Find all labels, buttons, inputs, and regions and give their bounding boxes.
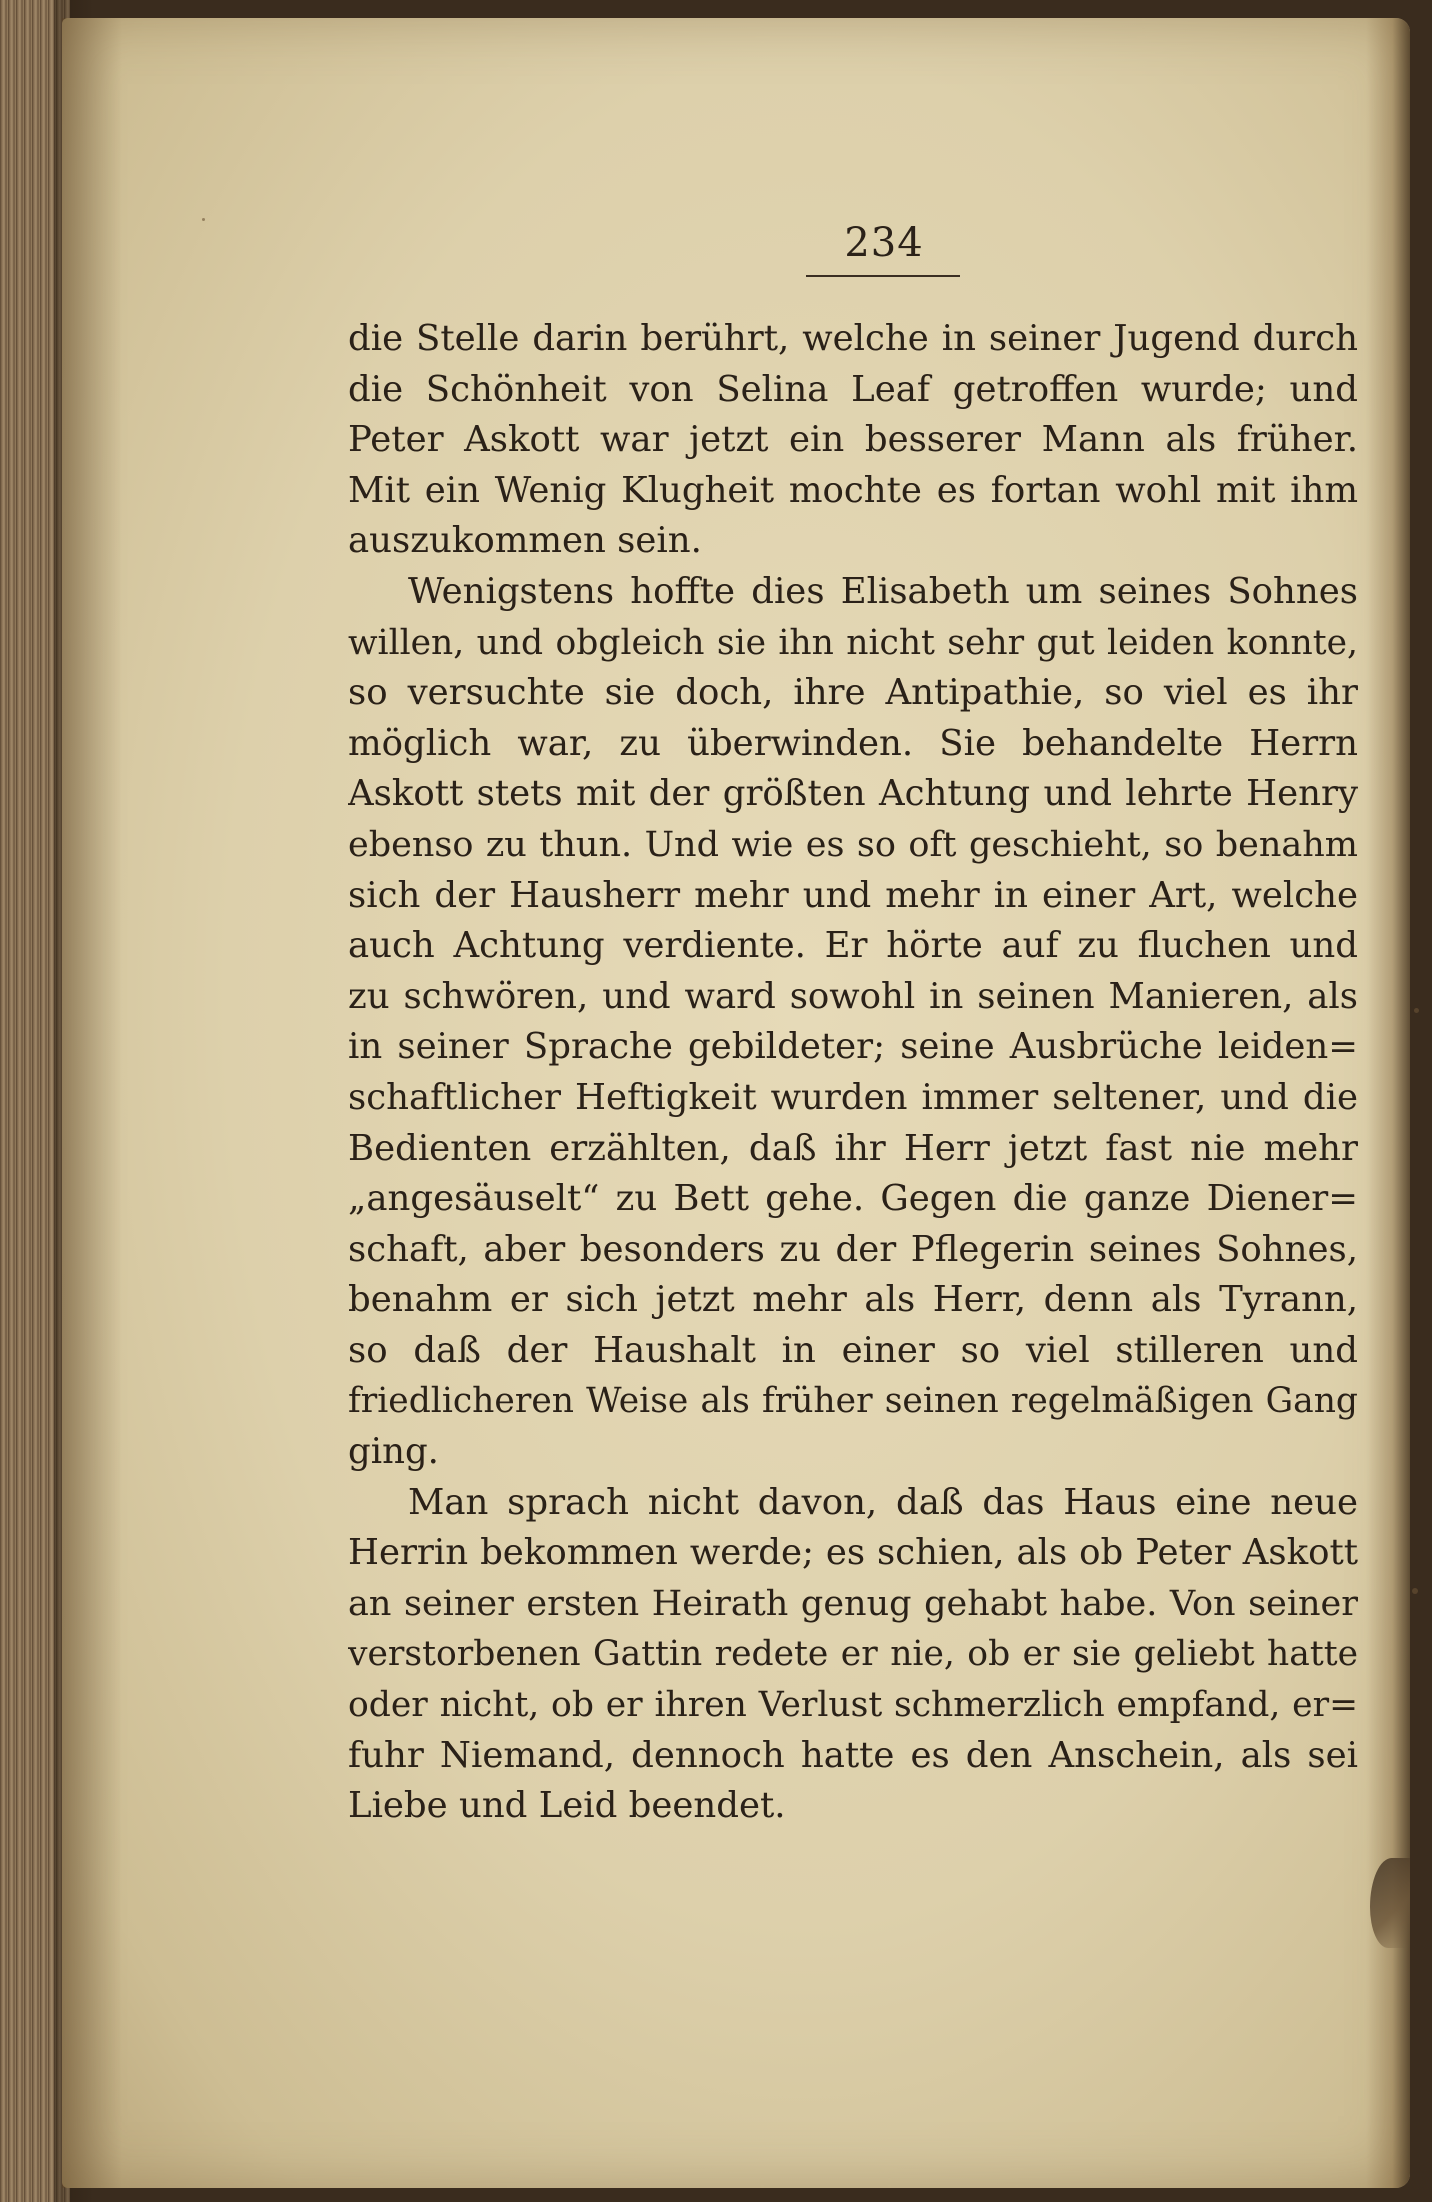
paper-speck [1414,1008,1419,1013]
text-line: friedlicheren Weise als früher seinen regelmäßigen Gang [348,1381,1358,1422]
page-tear [1370,1858,1410,1948]
text-line: fuhr Niemand, dennoch hatte es den Anschein, als sei [348,1734,1358,1776]
text-line: Bedienten erzählten, daß ihr Herr jetzt fast nie mehr [348,1127,1358,1169]
text-line: auszukommen sein. [348,520,702,562]
text-line: Man sprach nicht davon, daß das Haus eine neue [408,1481,1358,1523]
text-line: Herrin bekommen werde; es schien, als ob Peter Askott [348,1532,1358,1574]
text-line: Peter Askott war jetzt ein besserer Mann als früher. [348,419,1358,461]
book-page [62,18,1410,2188]
text-line: benahm er sich jetzt mehr als Herr, denn als Tyrann, [348,1279,1358,1321]
text-line: schaft, aber besonders zu der Pflegerin seines Sohnes, [348,1228,1358,1270]
text-line: möglich war, zu überwinden. Sie behandelte Herrn [348,722,1358,764]
text-line: so versuchte sie doch, ihre Antipathie, so viel es ihr [348,672,1358,714]
text-line: willen, und obgleich sie ihn nicht sehr gut leiden konnte, [348,622,1358,663]
page-number-rule [806,275,960,277]
text-line: Wenigstens hoffte dies Elisabeth um seines Sohnes [408,570,1358,612]
text-line: die Schönheit von Selina Leaf getroffen wurde; und [348,368,1358,410]
page-number: 234 [844,220,924,266]
text-line: die Stelle darin berührt, welche in seiner Jugend durch [348,318,1358,359]
paper-speck [1412,1588,1418,1594]
text-line: an seiner ersten Heirath genug gehabt habe. Von seiner [348,1583,1358,1624]
text-line: so daß der Haushalt in einer so viel stilleren und [348,1329,1358,1371]
text-line: sich der Hausherr mehr und mehr in einer Art, welche [348,874,1358,916]
text-line: ebenso zu thun. Und wie es so oft geschieht, so benahm [348,824,1358,865]
text-line: verstorbenen Gattin redete er nie, ob er sie geliebt hatte [348,1634,1358,1675]
text-line: ging. [348,1431,439,1473]
text-line: Askott stets mit der größten Achtung und lehrte Henry [348,773,1358,815]
text-line: schaftlicher Heftigkeit wurden immer seltener, und die [348,1076,1358,1118]
text-line: „angesäuselt“ zu Bett gehe. Gegen die ganze Diener= [348,1178,1358,1220]
text-line: oder nicht, ob er ihren Verlust schmerzlich empfand, er= [348,1685,1358,1726]
text-line: auch Achtung verdiente. Er hörte auf zu fluchen und [348,925,1358,967]
text-line: Liebe und Leid beendet. [348,1785,786,1827]
paper-speck [202,218,205,221]
text-line: zu schwören, und ward sowohl in seinen Manieren, als [348,975,1358,1017]
body-text [348,314,1358,1832]
text-line: in seiner Sprache gebildeter; seine Ausbrüche leiden= [348,1026,1358,1068]
gutter-shade [62,18,122,2188]
text-line: Mit ein Wenig Klugheit mochte es fortan wohl mit ihm [348,469,1358,511]
